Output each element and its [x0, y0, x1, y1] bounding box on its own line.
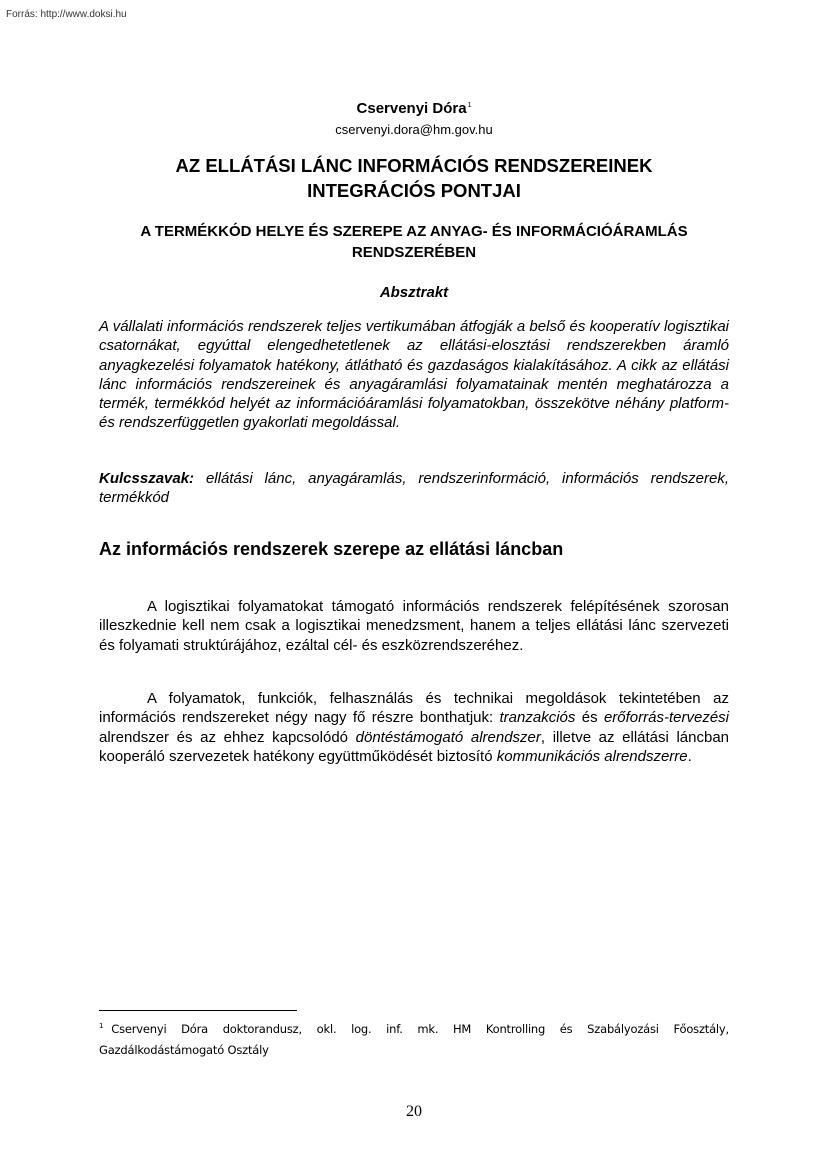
keywords [99, 469, 729, 508]
paragraph-2-part-2: és [575, 709, 604, 727]
page-number: 20 [406, 1103, 422, 1120]
section-heading: Az információs rendszerek szerepe az ellátási láncban [99, 539, 564, 559]
page-title [99, 153, 729, 203]
paragraph-2-term-3: döntéstámogató alrendszer [355, 728, 541, 746]
title-line-2: INTEGRÁCIÓS PONTJAI [307, 180, 521, 201]
paragraph-2-part-5: . [687, 747, 692, 765]
title-line-1: AZ ELLÁTÁSI LÁNC INFORMÁCIÓS RENDSZEREINEK [175, 155, 653, 176]
paragraph-2-part-3: alrendszer és az ehhez kapcsolódó [99, 728, 356, 746]
subtitle-line-1: A TERMÉKKÓD HELYE ÉS SZEREPE AZ ANYAG- ÉS INFORMÁCIÓÁRAMLÁS [140, 223, 688, 240]
author-email: cservenyi.dora@hm.gov.hu [335, 122, 493, 137]
abstract-text: A vállalati információs rendszerek teljes vertikumában átfogják a belső és kooperatív logisztikai csatornákat, egyúttal elengedhetetlenek az ellátási-elosztási rendszerekben áramló anyagkezelési folyamatok hatékony, átlátható és gazdaságos kialakításához. A cikk az ellátási lánc információs rendszereinek és anyagáramlási folyamatainak mentén meghatározza a termék, termékkód helyét az információáramlási folyamatokban, összekötve néhány platform- és rendszerfüggetlen gyakorlati megoldással. [99, 318, 729, 432]
paragraph-2-term-4: kommunikációs alrendszerre [496, 747, 688, 765]
author-footnote-mark: 1 [467, 102, 472, 109]
footnote-separator [99, 1010, 297, 1011]
page-subtitle [99, 221, 729, 263]
subtitle-line-2: RENDSZERÉBEN [351, 244, 477, 261]
body-paragraph-2 [99, 689, 729, 766]
paragraph-2-term-1: tranzakciós [499, 709, 576, 727]
body-paragraph-1: A logisztikai folyamatokat támogató információs rendszerek felépítésének szorosan illeszkednie kell nem csak a logisztikai menedzsment, hanem a teljes ellátási lánc szervezeti és folyamati struktúrájához, ezáltal cél- és eszközrendszeréhez. [99, 598, 729, 654]
keywords-label: Kulcsszavak: [99, 470, 195, 487]
abstract-heading: Absztrakt [379, 284, 449, 301]
footnote-mark: 1 [99, 1022, 104, 1030]
paragraph-2-part-1: A folyamatok, funkciók, felhasználás és technikai megoldások tekintetében az információs rendszereket négy nagy fő részre bonthatjuk: [99, 690, 729, 727]
footnote-text: Cservenyi Dóra doktorandusz, okl. log. inf. mk. HM Kontrolling és Szabályozási Főosztály, Gazdálkodástámogató Osztály [99, 1021, 729, 1057]
paragraph-2-term-2: erőforrás-tervezési [603, 709, 729, 727]
source-watermark: Forrás: http://www.doksi.hu [6, 9, 127, 20]
author-name: Cservenyi Dóra [356, 100, 467, 117]
author-line [99, 100, 729, 117]
paragraph-2-part-4: , illetve az ellátási láncban kooperáló szervezetek hatékony együttműködését biztosító [99, 728, 730, 765]
footnote [99, 1016, 729, 1061]
keywords-text: ellátási lánc, anyagáramlás, rendszerinformáció, információs rendszerek, termékkód [99, 470, 729, 507]
